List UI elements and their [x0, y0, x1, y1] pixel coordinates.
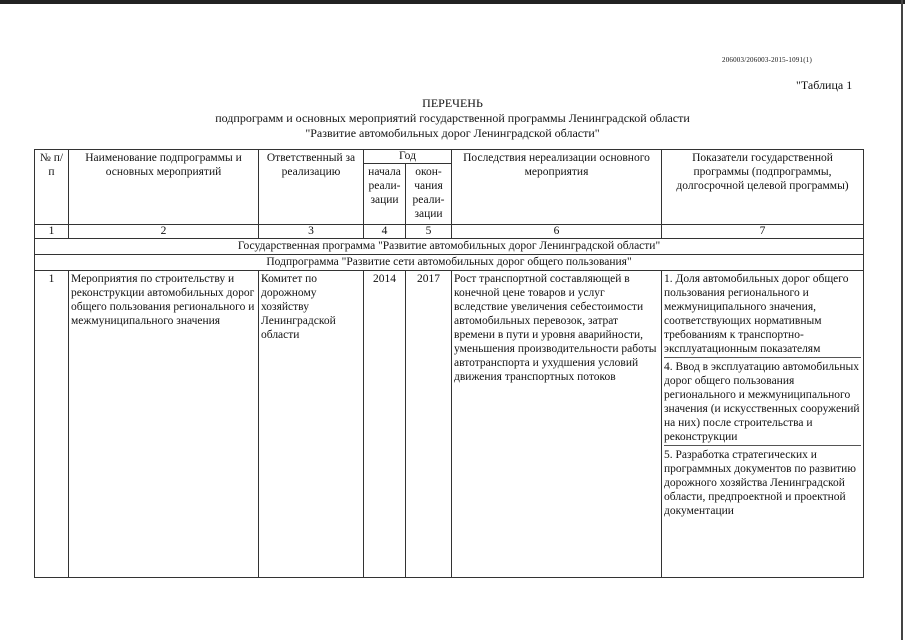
row-indicators [662, 271, 864, 578]
column-number: 5 [406, 225, 452, 239]
scan-top-border [0, 0, 905, 4]
program-row [35, 239, 864, 255]
indicator-item: 4. Ввод в эксплуатацию автомобильных дорог общего пользования регионального и межмуниципального значения (и искусственных сооружений на них) после строительства и реконструкции [664, 360, 861, 446]
title-subheading: подпрограмм и основных мероприятий государственной программы Ленинградской области [215, 111, 690, 125]
column-number: 7 [662, 225, 864, 239]
column-numbers-row [35, 225, 864, 239]
header-year-end: окон-чания реали-зации [406, 164, 452, 225]
title-program-name: "Развитие автомобильных дорог Ленинградской области" [305, 126, 600, 140]
header-indicators: Показатели государственной программы (подпрограммы, долгосрочной целевой программы) [662, 150, 864, 225]
row-start-year: 2014 [364, 271, 406, 578]
indicator-item: 5. Разработка стратегических и программных документов по развитию дорожного хозяйства Ленинградской области, предпроектной и проектной документации [664, 449, 856, 517]
subprogram-title: Подпрограмма "Развитие сети автомобильных дорог общего пользования" [35, 255, 864, 271]
header-num: № п/п [35, 150, 69, 225]
indicator-item: 1. Доля автомобильных дорог общего пользования регионального и межмуниципального значения, соответствующих нормативным требованиям к транспортно-эксплуатационным показателям [664, 272, 861, 358]
column-number: 3 [259, 225, 364, 239]
row-name: Мероприятия по строительству и реконструкции автомобильных дорог общего пользования регионального и межмуниципального значения [69, 271, 259, 578]
row-responsible: Комитет по дорожному хозяйству Ленинградской области [259, 271, 364, 578]
row-num: 1 [35, 271, 69, 578]
program-table [34, 149, 864, 578]
column-number: 2 [69, 225, 259, 239]
column-number: 6 [452, 225, 662, 239]
title-heading: ПЕРЕЧЕНЬ [422, 96, 483, 110]
row-consequences: Рост транспортной составляющей в конечной цене товаров и услуг вследствие увеличения себестоимости автомобильных перевозок, затрат времени в пути и уровня аварийности, уменьшения производительности работы автотранспорта и ухудшения условий движения транспортных потоков [452, 271, 662, 578]
table-row [35, 271, 864, 578]
header-year: Год [364, 150, 452, 164]
header-row [35, 150, 864, 164]
document-id: 206003/206003-2015-1091(1) [722, 56, 812, 64]
header-name: Наименование подпрограммы и основных мероприятий [69, 150, 259, 225]
subprogram-row [35, 255, 864, 271]
column-number: 1 [35, 225, 69, 239]
column-number: 4 [364, 225, 406, 239]
header-responsible: Ответственный за реализацию [259, 150, 364, 225]
program-title: Государственная программа "Развитие автомобильных дорог Ленинградской области" [35, 239, 864, 255]
header-consequences: Последствия нереализации основного мероприятия [452, 150, 662, 225]
table-reference: "Таблица 1 [796, 78, 853, 92]
row-end-year: 2017 [406, 271, 452, 578]
header-year-start: начала реали-зации [364, 164, 406, 225]
